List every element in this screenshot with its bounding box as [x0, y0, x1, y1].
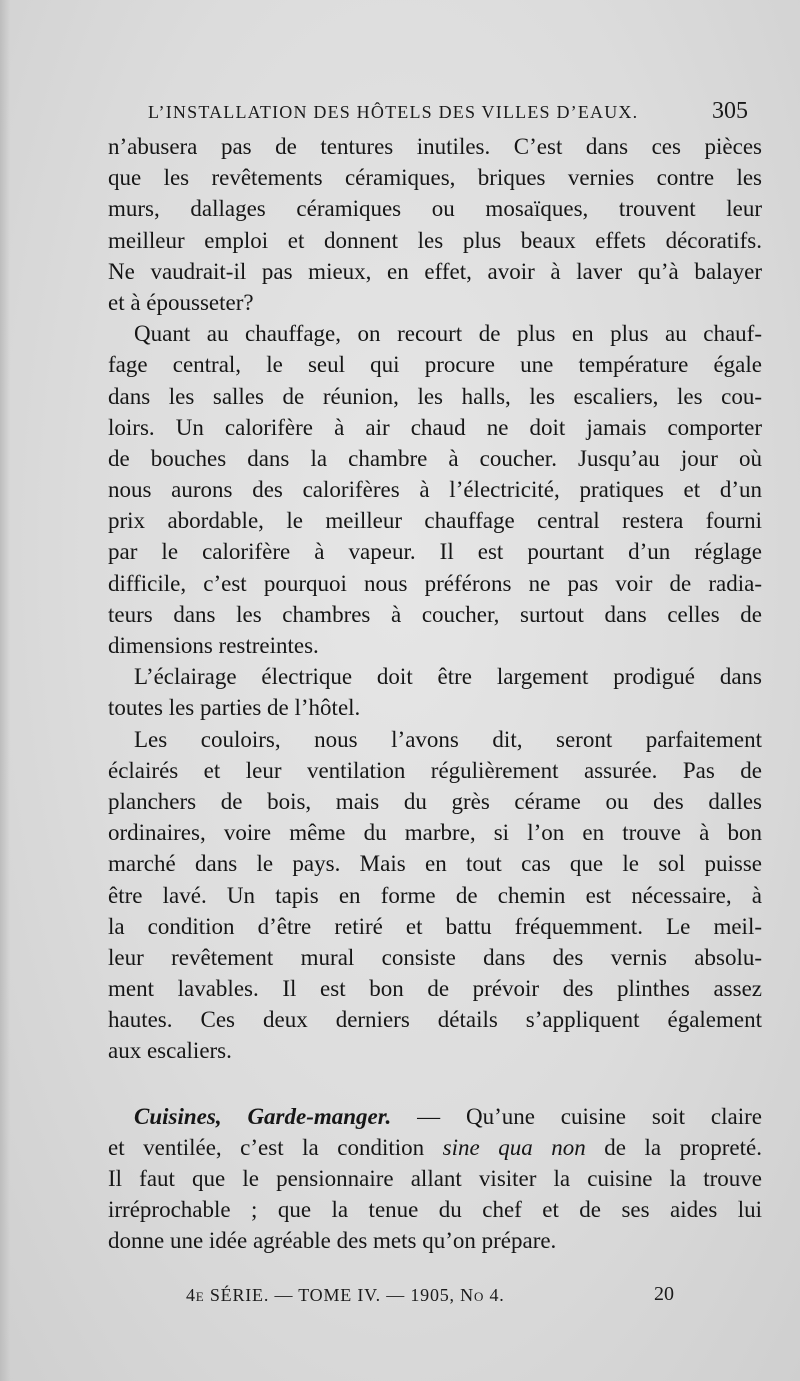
paragraph-tentures: [108, 131, 762, 318]
text-line: et à épousseter?: [108, 289, 254, 315]
text-line: Il faut que le pensionnaire allant visiter la cuisine la trouve: [108, 1166, 762, 1191]
text-line: [108, 1132, 762, 1163]
text-line: L’éclairage électrique doit être largement prodigué dans: [134, 664, 762, 690]
text-line: être lavé. Un tapis en forme de chemin est nécessaire, à: [108, 882, 762, 908]
section-gap: [108, 1067, 762, 1101]
running-title: L’INSTALLATION DES HÔTELS DES VILLES D’EAUX.: [148, 102, 639, 122]
text-line: marché dans le pays. Mais en tout cas que le sol puisse: [108, 851, 762, 877]
text-line: toutes les parties de l’hôtel.: [108, 695, 361, 721]
text-line: prix abordable, le meilleur chauffage central restera fourni: [108, 508, 762, 534]
text-line: la condition d’être retiré et battu fréquemment. Le meil-: [108, 913, 762, 939]
text-line: meilleur emploi et donnent les plus beaux effets décoratifs.: [108, 227, 762, 253]
text-line: ment lavables. Il est bon de prévoir des plinthes assez: [108, 976, 762, 1002]
text-line: éclairés et leur ventilation régulièrement assurée. Pas de: [108, 757, 762, 783]
text-line: loirs. Un calorifère à air chaud ne doit jamais comporter: [108, 414, 762, 440]
page-number: 305: [712, 98, 748, 124]
text-line: fage central, le seul qui procure une température égale: [108, 352, 762, 378]
text-fragment: de la propreté.: [585, 1134, 762, 1160]
text-line: par le calorifère à vapeur. Il est pourtant d’un réglage: [108, 539, 762, 565]
text-fragment: et ventilée, c’est la condition: [108, 1134, 443, 1160]
text-line: Quant au chauffage, on recourt de plus en plus au chauf-: [134, 321, 762, 347]
section-first-line: [108, 1101, 762, 1132]
text-line: que les revêtements céramiques, briques vernies contre les: [108, 165, 762, 191]
text-line: Ne vaudrait-il pas mieux, en effet, avoir à laver qu’à balayer: [108, 258, 762, 284]
page-footer: [186, 1283, 686, 1313]
paragraph-eclairage: [108, 661, 762, 723]
text-line: ordinaires, voire même du marbre, si l’on en trouve à bon: [108, 820, 762, 846]
text-line: murs, dallages céramiques ou mosaïques, trouvent leur: [108, 196, 762, 222]
text-line: planchers de bois, mais du grès cérame ou des dalles: [108, 788, 762, 814]
text-line: irréprochable ; que la tenue du chef et de ses aides lui: [108, 1197, 762, 1223]
text-line: teurs dans les chambres à coucher, surtout dans celles de: [108, 601, 762, 627]
signature-mark: 20: [654, 1283, 674, 1305]
section-heading: Cuisines, Garde-manger.: [134, 1103, 392, 1129]
text-line: hautes. Ces deux derniers détails s’appliquent également: [108, 1007, 762, 1033]
text-line: de bouches dans la chambre à coucher. Jusqu’au jour où: [108, 445, 762, 471]
running-head: [148, 96, 760, 126]
section-lead-text: — Qu’une cuisine soit claire: [391, 1103, 762, 1129]
series-line: 4e SÉRIE. — TOME IV. — 1905, No 4.: [186, 1285, 505, 1305]
text-line: donne une idée agréable des mets qu’on prépare.: [108, 1228, 557, 1254]
text-line: Les couloirs, nous l’avons dit, seront parfaitement: [134, 726, 762, 752]
paragraph-chauffage: [108, 318, 762, 661]
text-line: dimensions restreintes.: [108, 633, 319, 658]
text-line: n’abusera pas de tentures inutiles. C’est dans ces pièces: [108, 134, 762, 159]
body-text: [108, 131, 762, 1257]
italic-phrase: sine qua non: [442, 1134, 586, 1160]
text-line: leur revêtement mural consiste dans des vernis absolu-: [108, 944, 762, 970]
paragraph-couloirs: [108, 724, 762, 1067]
text-line: aux escaliers.: [108, 1038, 232, 1064]
section-cuisines: [108, 1101, 762, 1257]
page-edge-shadow: [0, 0, 10, 1381]
text-line: difficile, c’est pourquoi nous préférons ne pas voir de radia-: [108, 570, 762, 596]
text-line: dans les salles de réunion, les halls, les escaliers, les cou-: [108, 383, 762, 409]
text-line: nous aurons des calorifères à l’électricité, pratiques et d’un: [108, 477, 762, 503]
